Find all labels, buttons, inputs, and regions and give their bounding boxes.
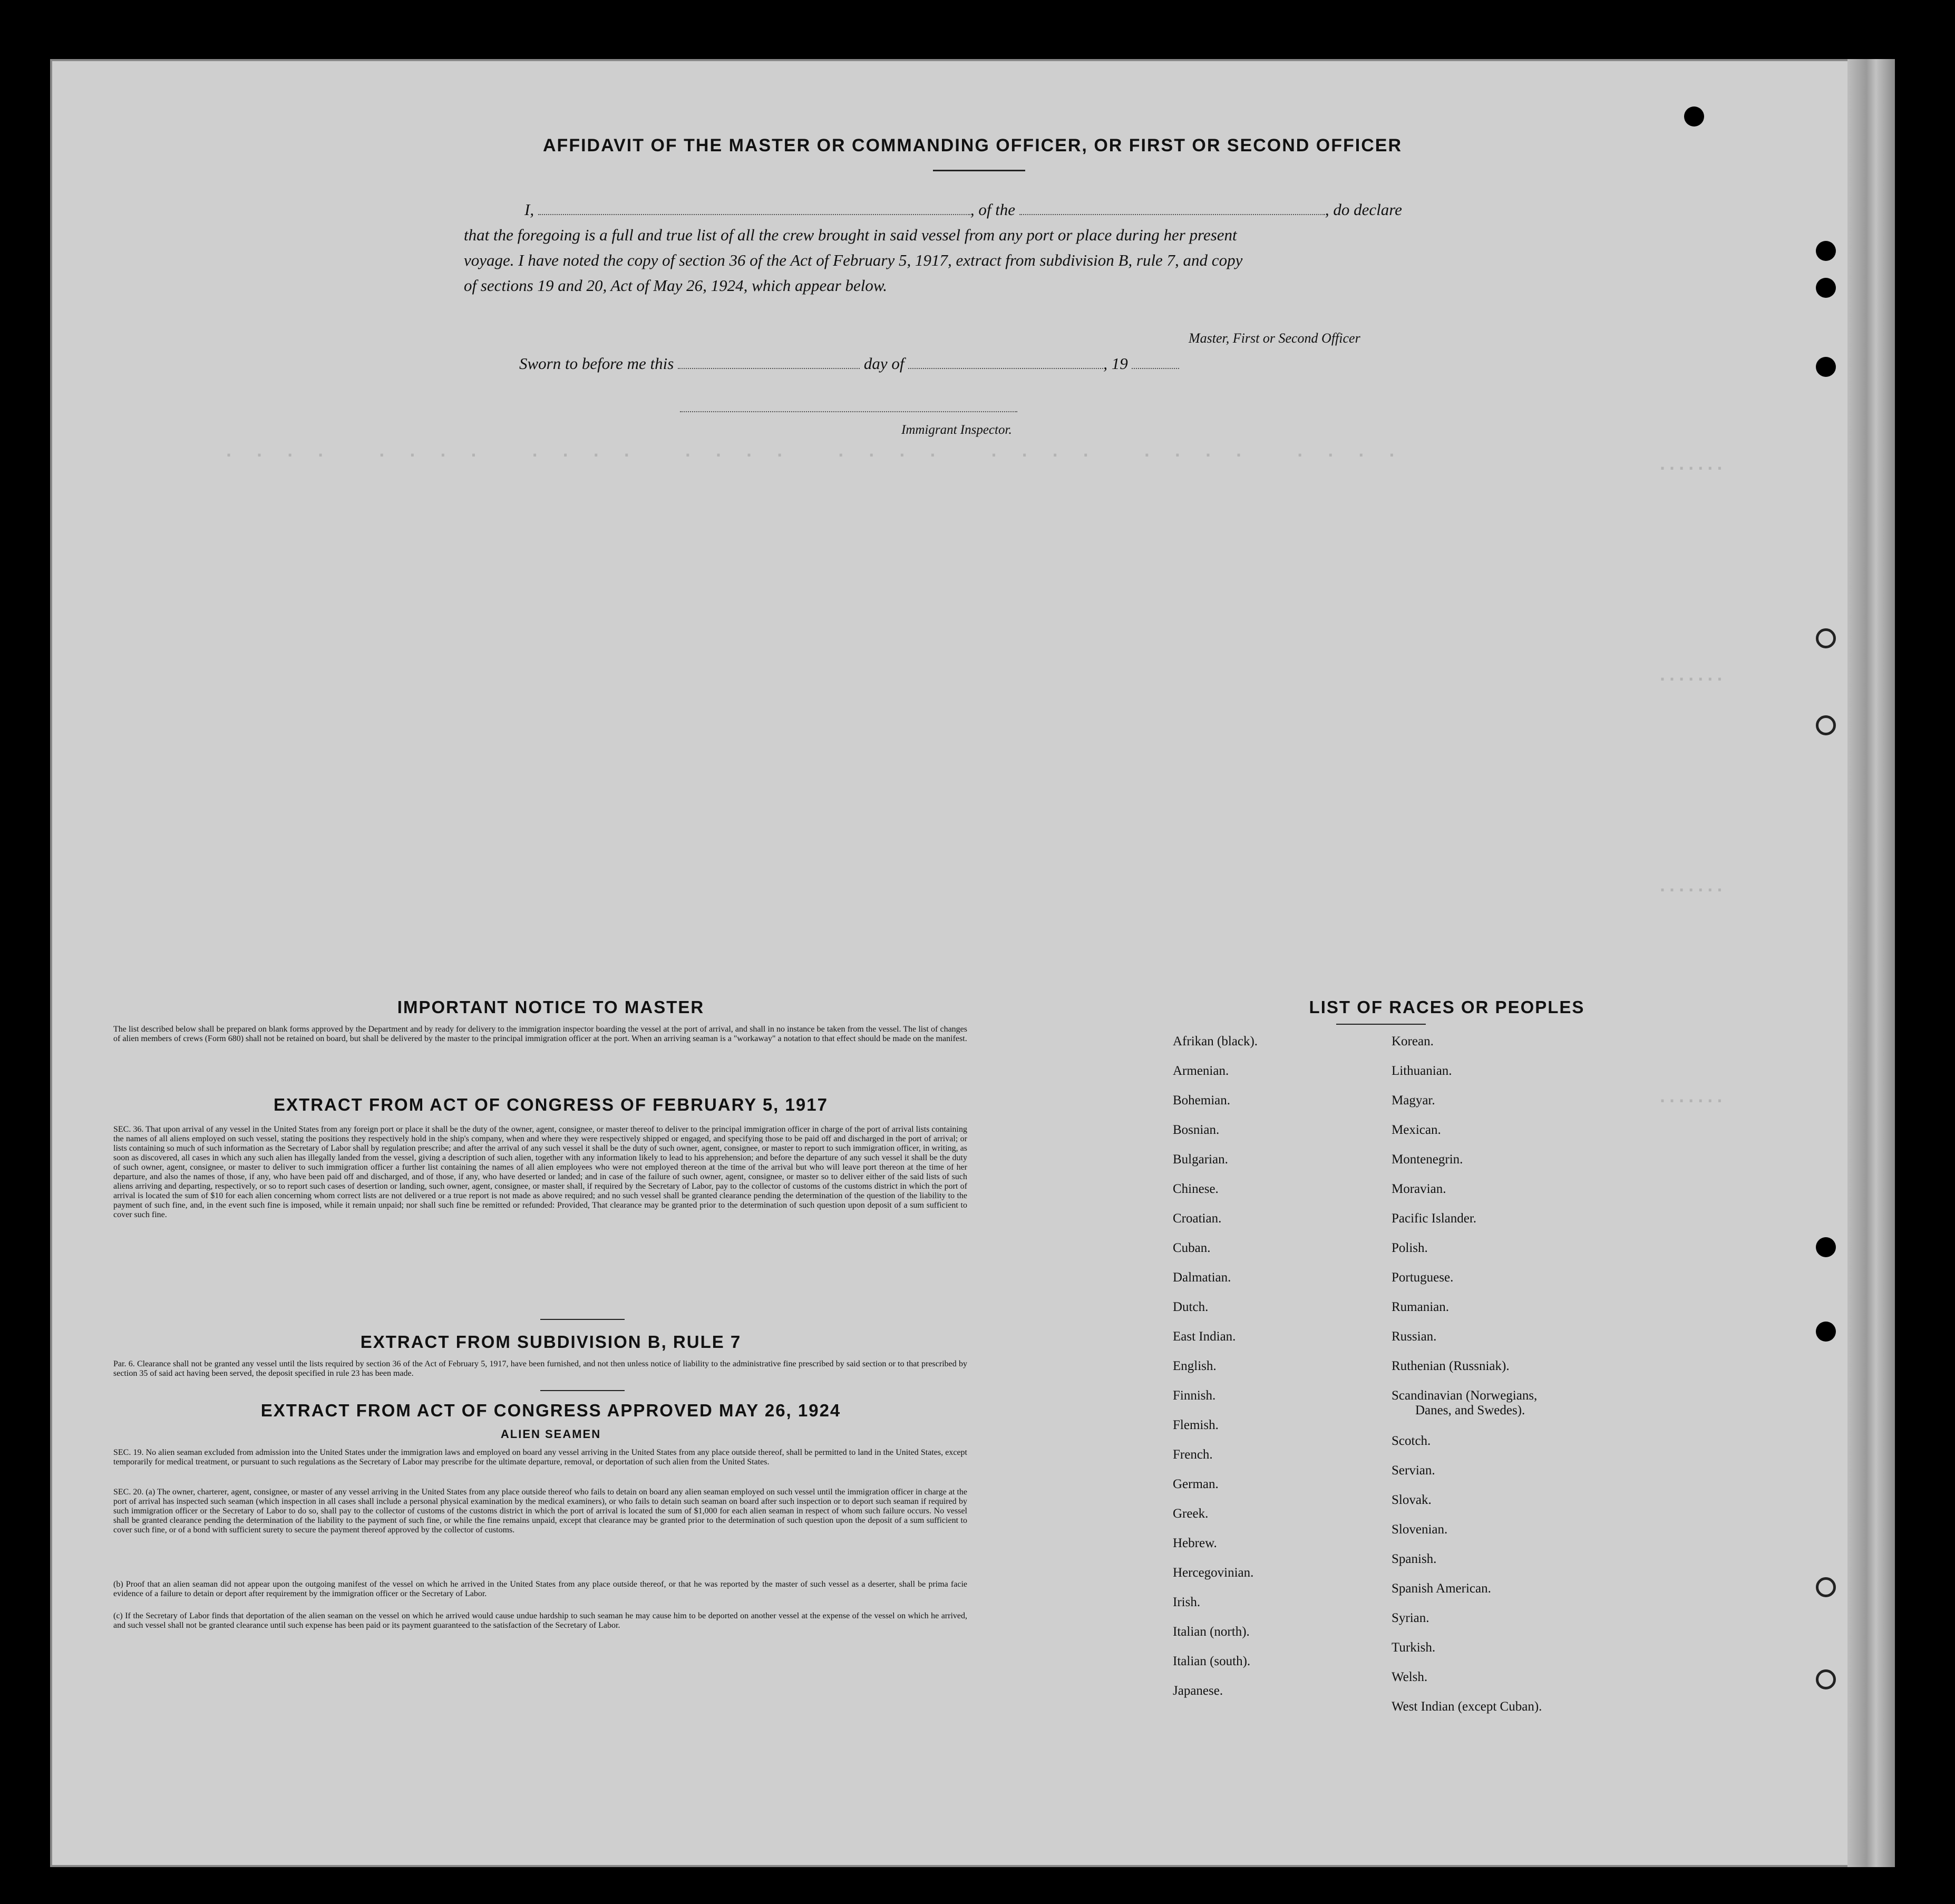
master-signature-label: Master, First or Second Officer: [1189, 331, 1360, 346]
race-item: Rumanian.: [1392, 1300, 1450, 1314]
race-item: Russian.: [1392, 1329, 1437, 1344]
affidavit-line4: of sections 19 and 20, Act of May 26, 1924, which appear below.: [464, 276, 888, 295]
race-item: Hercegovinian.: [1173, 1566, 1254, 1580]
punch-hole: [1816, 357, 1836, 377]
punch-hole: [1816, 278, 1836, 298]
race-item: Moravian.: [1392, 1182, 1446, 1196]
name-blank: [538, 213, 970, 215]
race-item: Bulgarian.: [1173, 1152, 1228, 1167]
day-of-label: day of: [863, 354, 904, 373]
of-the-label: , of the: [970, 200, 1016, 219]
punch-hole: [1684, 106, 1704, 127]
race-item: Turkish.: [1392, 1640, 1436, 1655]
bleed-through-text: ···· ···· ···· ···· ···· ···· ···· ····: [224, 446, 1418, 465]
race-item: Welsh.: [1392, 1670, 1428, 1684]
notice-text: The list described below shall be prepared on blank forms approved by the Department and by ready for delivery to the immigration inspector boarding the vessel at the port of arrival, and shall in no instance be taken from the vessel. The list of changes of alien members of crews (Form 680) shall not be retained on board, but shall be delivered by the master to the principal immigration officer at the port. When an arriving seaman is a "workaway" a notation to that effect should be made on the manifest.: [113, 1025, 967, 1043]
race-item: Greek.: [1173, 1507, 1209, 1521]
alien-seamen-subtitle: ALIEN SEAMEN: [500, 1427, 601, 1441]
affidavit-title: AFFIDAVIT OF THE MASTER OR COMMANDING OFFICER, OR FIRST OR SECOND OFFICER: [543, 135, 1402, 156]
punch-hole: [1816, 1577, 1836, 1597]
race-item: Slovak.: [1392, 1493, 1432, 1507]
race-item: Finnish.: [1173, 1388, 1216, 1403]
extract-1917-title: EXTRACT FROM ACT OF CONGRESS OF FEBRUARY 5, 1917: [274, 1095, 828, 1114]
punch-hole: [1816, 1237, 1836, 1257]
race-item: Cuban.: [1173, 1241, 1211, 1255]
year-blank: [1132, 367, 1179, 369]
race-item: Irish.: [1173, 1595, 1201, 1609]
race-item: Portuguese.: [1392, 1270, 1454, 1285]
extract-1924-title: EXTRACT FROM ACT OF CONGRESS APPROVED MAY 26, 1924: [260, 1401, 841, 1420]
race-item: French.: [1173, 1448, 1213, 1462]
race-item: Flemish.: [1173, 1418, 1219, 1432]
sec20c-text: (c) If the Secretary of Labor finds that deportation of the alien seaman on the vessel on which he arrived would cause undue hardship to such seaman he may cause him to be deported on another vessel at the expense of the vessel on which he arrived, and such vessel shall not be granted clearance until such expense has been paid or its payment guaranteed to the satisfaction of the Secretary of Labor.: [113, 1611, 967, 1630]
day-blank: [678, 367, 860, 369]
race-item: Scandinavian (Norwegians,: [1392, 1388, 1538, 1403]
race-item: English.: [1173, 1359, 1217, 1373]
race-item: Bosnian.: [1173, 1123, 1220, 1137]
race-item: German.: [1173, 1477, 1219, 1491]
race-item: Bohemian.: [1173, 1093, 1231, 1108]
race-item: Korean.: [1392, 1034, 1434, 1048]
sec20a-text: SEC. 20. (a) The owner, charterer, agent, consignee, or master of any vessel arriving in the United States from any place outside thereof who fails to detain on board any alien seaman employed on such vessel until the immigration officer in charge at the port of arrival has inspected such seaman (which inspection in all cases shall include a personal physical examination by the medical examiners), or who fails to detain such seaman on board after such inspection or to deport such seaman if required by such immigration officer or the Secretary of Labor to do so, shall pay to the collector of customs of the customs district in which the port of arrival is located the sum of $1,000 for each alien seaman in respect of whom such failure occurs. No vessel shall be granted clearance pending the determination of the liability to the payment of such fine, or while the fine remains unpaid, except that clearance may be granted prior to the determination of such question upon the deposit of a sum sufficient to cover such fine, or of a bond with sufficient surety to secure the payment thereof approved by the collector of customs.: [113, 1488, 967, 1534]
i-label: I,: [524, 200, 534, 219]
punch-hole: [1816, 241, 1836, 261]
bleed-through-text: ·······: [1658, 881, 1725, 900]
race-item: Croatian.: [1173, 1211, 1222, 1226]
divider: [540, 1319, 625, 1320]
race-item: Italian (north).: [1173, 1625, 1250, 1639]
race-item: Spanish.: [1392, 1552, 1437, 1566]
punch-hole: [1816, 715, 1836, 735]
document-page: [50, 59, 1895, 1867]
race-item: Scotch.: [1392, 1434, 1431, 1448]
race-item: Hebrew.: [1173, 1536, 1217, 1550]
month-blank: [908, 367, 1103, 369]
race-item: West Indian (except Cuban).: [1392, 1699, 1542, 1714]
races-title-divider: [1336, 1024, 1426, 1025]
title-divider: [933, 170, 1025, 171]
rule7-text: Par. 6. Clearance shall not be granted any vessel until the lists required by section 36 of the Act of February 5, 1917, have been furnished, and not then unless notice of liability to the administrative fine prescribed by said section or to that prescribed by section 35 of said act having been served, the deposit specified in rule 23 has been made.: [113, 1359, 967, 1378]
race-item: Afrikan (black).: [1173, 1034, 1258, 1048]
sworn-line: [519, 354, 1310, 373]
race-item: Japanese.: [1173, 1684, 1223, 1698]
race-item: Mexican.: [1392, 1123, 1441, 1137]
race-item: Polish.: [1392, 1241, 1428, 1255]
affidavit-line1: [524, 200, 1526, 219]
race-item: Armenian.: [1173, 1064, 1229, 1078]
inspector-signature-line: [680, 411, 1017, 412]
race-item: Spanish American.: [1392, 1581, 1491, 1596]
race-item: Dalmatian.: [1173, 1270, 1231, 1285]
races-column-1: [1173, 1034, 1258, 1713]
race-item: Ruthenian (Russniak).: [1392, 1359, 1510, 1373]
punch-hole: [1816, 628, 1836, 648]
punch-hole: [1816, 1669, 1836, 1689]
page-stack-edge: [1847, 59, 1895, 1867]
races-title: LIST OF RACES OR PEOPLES: [1309, 997, 1585, 1017]
race-item: Syrian.: [1392, 1611, 1429, 1625]
notice-title: IMPORTANT NOTICE TO MASTER: [397, 997, 705, 1017]
punch-hole: [1816, 1322, 1836, 1342]
race-item: Lithuanian.: [1392, 1064, 1452, 1078]
bleed-through-text: ·······: [1658, 460, 1725, 478]
race-item: Dutch.: [1173, 1300, 1209, 1314]
vessel-blank: [1019, 213, 1325, 215]
affidavit-line3: voyage. I have noted the copy of section 36 of the Act of February 5, 1917, extract from subdivision B, rule 7, and copy: [464, 251, 1243, 269]
race-item: Slovenian.: [1392, 1522, 1448, 1537]
race-item: Pacific Islander.: [1392, 1211, 1477, 1226]
sec19-text: SEC. 19. No alien seaman excluded from admission into the United States under the immigration laws and employed on board any vessel arriving in the United States from any place outside thereof, shall be permitted to land in the United States, except temporarily for medical treatment, or pursuant to such regulations as the Secretary of Labor may prescribe for the ultimate departure, removal, or deportation of such alien from the United States.: [113, 1448, 967, 1466]
races-column-2: [1392, 1034, 1542, 1729]
bleed-through-text: ·······: [1658, 671, 1725, 689]
race-item: Servian.: [1392, 1463, 1435, 1478]
divider: [540, 1390, 625, 1391]
sec20b-text: (b) Proof that an alien seaman did not appear upon the outgoing manifest of the vessel on which he arrived in the United States from any place outside thereof, or that he was reported by the master of such vessel as a deserter, shall be prima facie evidence of a failure to detain or deport after requirement by the immigration officer or the Secretary of Labor.: [113, 1580, 967, 1598]
race-item: East Indian.: [1173, 1329, 1236, 1344]
inspector-label: Immigrant Inspector.: [901, 423, 1012, 437]
extract-1917-text: SEC. 36. That upon arrival of any vessel in the United States from any foreign port or place it shall be the duty of the owner, agent, consignee, or master thereof to deliver to the principal immigration officer in charge of the port of arrival lists containing the names of all aliens employed on such vessel, stating the positions they respectively hold in the ship's company, when and where they were respectively shipped or engaged, and specifying those to be paid off and discharged in the port of arrival; or lists containing so much of such information as the Secretary of Labor shall by regulation prescribe; and after the arrival of any such vessel it shall be the duty of such owner, agent, consignee, or master to report to such immigration officer, in writing, as soon as discovered, all cases in which any such alien has illegally landed from the vessel, giving a description of such alien, together with any information likely to lead to his apprehension; and before the departure of any such vessel it shall be the duty of such owner, agent, consignee, or master to deliver to such immigration officer a further list containing the names of all alien employees who were not employed thereon at the time of the arrival but who will leave port thereon at the time of her departure, and also the names of those, if any, who have been paid off and discharged, and of those, if any, who have deserted or landed; and in case of the failure of such owner, agent, consignee, or master so to deliver either of the said lists of such aliens arriving and departing, respectively, or so to report such cases of desertion or landing, such owner, agent, consignee, or master shall, if required by the Secretary of Labor, pay to the collector of customs of the customs district in which the port of arrival is located the sum of $10 for each alien concerning whom correct lists are not delivered or a true report is not made as above required; and no such vessel shall be granted clearance pending the determination of the question of the liability to the payment of such fine, and, in the event such fine is imposed, while it remain unpaid; nor shall such fine be remitted or refunded: Provided, That clearance may be granted prior to the determination of such question upon deposit of a sum sufficient to cover such fine.: [113, 1125, 967, 1219]
rule7-title: EXTRACT FROM SUBDIVISION B, RULE 7: [360, 1332, 742, 1352]
race-item: Danes, and Swedes).: [1415, 1403, 1525, 1417]
year-label: , 19: [1103, 354, 1128, 373]
do-declare-label: , do declare: [1325, 200, 1402, 219]
sworn-label: Sworn to before me this: [519, 354, 674, 373]
race-item: Magyar.: [1392, 1093, 1435, 1108]
affidavit-line2: that the foregoing is a full and true list of all the crew brought in said vessel from any port or place during her present: [464, 226, 1237, 244]
race-item: Italian (south).: [1173, 1654, 1251, 1668]
race-item: Montenegrin.: [1392, 1152, 1463, 1167]
race-item: Chinese.: [1173, 1182, 1219, 1196]
bleed-through-text: ·······: [1658, 1092, 1725, 1111]
